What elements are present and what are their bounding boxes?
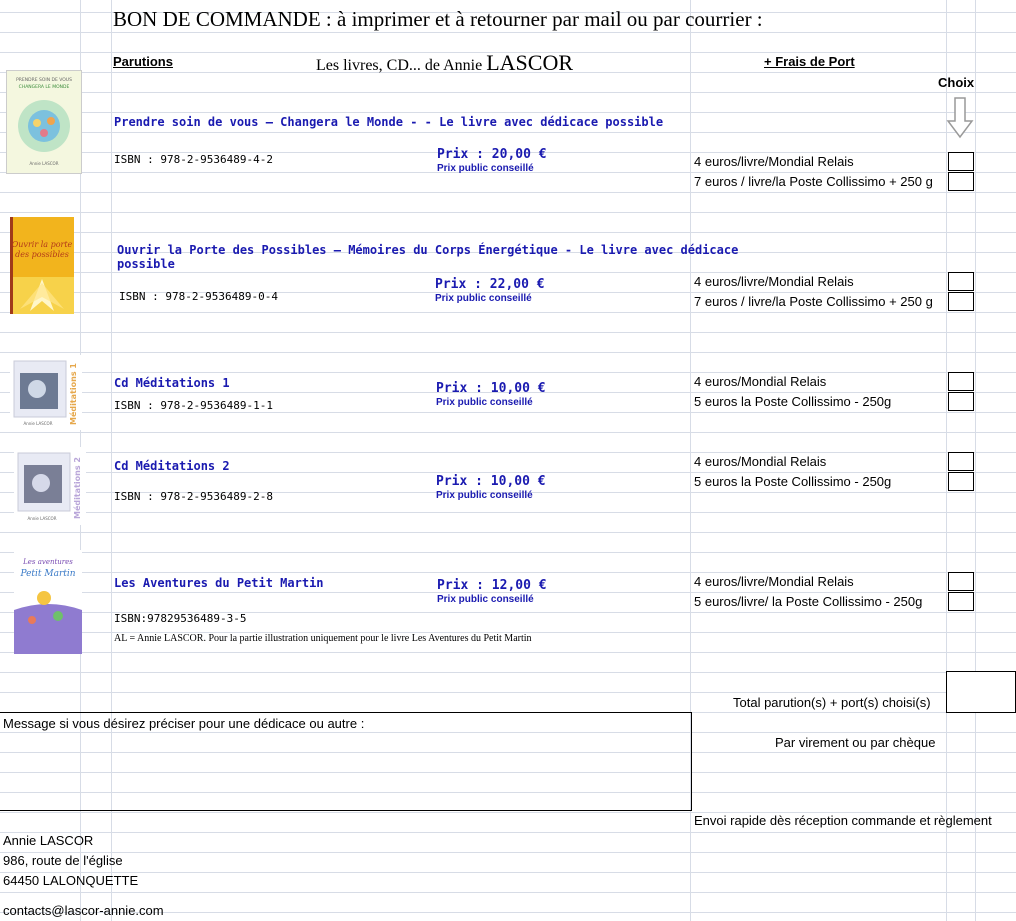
down-arrow-icon xyxy=(946,97,974,143)
product-4-shipping-relais: 4 euros/Mondial Relais xyxy=(694,454,827,469)
cd1-side-text: Méditations 1 xyxy=(69,363,78,425)
product-2-isbn: ISBN : 978-2-9536489-0-4 xyxy=(119,290,278,303)
product-1-poste-checkbox[interactable] xyxy=(948,172,974,191)
product-3-price: Prix : 10,00 € xyxy=(436,381,546,396)
address-name: Annie LASCOR xyxy=(3,833,94,848)
product-1-shipping-poste: 7 euros / livre/la Poste Collissimo + 250 g xyxy=(694,174,933,189)
product-1-relais-checkbox[interactable] xyxy=(948,152,974,171)
product-3-relais-checkbox[interactable] xyxy=(948,372,974,391)
product-2-shipping-poste: 7 euros / livre/la Poste Collissimo + 250 g xyxy=(694,294,933,309)
illustration-note: AL = Annie LASCOR. Pour la partie illustration uniquement pour le livre Les Aventures du Petit Martin xyxy=(114,633,532,644)
product-3-poste-checkbox[interactable] xyxy=(948,392,974,411)
cover-ouvrir-la-porte xyxy=(10,217,74,314)
product-1-shipping-relais: 4 euros/livre/Mondial Relais xyxy=(694,154,854,169)
cover-cd-meditations-2 xyxy=(14,447,86,525)
product-2-poste-checkbox[interactable] xyxy=(948,292,974,311)
cover-cd-meditations-1 xyxy=(10,355,82,430)
shipping-note: Envoi rapide dès réception commande et règlement xyxy=(694,813,992,828)
product-1-price-note: Prix public conseillé xyxy=(437,163,534,174)
address-street: 986, route de l'église xyxy=(3,853,123,868)
product-2-shipping-relais: 4 euros/livre/Mondial Relais xyxy=(694,274,854,289)
product-5-isbn: ISBN:97829536489-3-5 xyxy=(114,612,247,625)
product-1-title: Prendre soin de vous — Changera le Monde - - Le livre avec dédicace possible xyxy=(114,115,664,129)
cover1-line2: CHANGERA LE MONDE xyxy=(18,85,70,90)
contact-email[interactable]: contacts@lascor-annie.com xyxy=(3,903,164,918)
product-4-relais-checkbox[interactable] xyxy=(948,452,974,471)
parutions-header: Parutions xyxy=(113,54,173,69)
payment-method: Par virement ou par chèque xyxy=(775,735,936,750)
subtitle xyxy=(316,50,573,76)
product-3-title: Cd Méditations 1 xyxy=(114,376,230,390)
product-2-relais-checkbox[interactable] xyxy=(948,272,974,291)
product-5-poste-checkbox[interactable] xyxy=(948,592,974,611)
total-label: Total parution(s) + port(s) choisi(s) xyxy=(733,695,931,710)
cover1-line1: PRENDRE SOIN DE VOUS xyxy=(16,78,72,83)
cd2-author: Annie LASCOR xyxy=(27,516,57,521)
product-5-title: Les Aventures du Petit Martin xyxy=(114,576,324,590)
product-5-shipping-relais: 4 euros/livre/Mondial Relais xyxy=(694,574,854,589)
choice-header: Choix xyxy=(938,75,975,90)
product-3-price-note: Prix public conseillé xyxy=(436,397,533,408)
cover-prendre-soin xyxy=(6,70,82,174)
address-city: 64450 LALONQUETTE xyxy=(3,873,139,888)
product-4-isbn: ISBN : 978-2-9536489-2-8 xyxy=(114,490,273,503)
product-3-isbn: ISBN : 978-2-9536489-1-1 xyxy=(114,399,273,412)
product-5-relais-checkbox[interactable] xyxy=(948,572,974,591)
cover1-author: Annie LASCOR xyxy=(29,161,59,166)
product-3-shipping-poste: 5 euros la Poste Collissimo - 250g xyxy=(694,394,892,409)
product-1-price: Prix : 20,00 € xyxy=(437,147,547,162)
total-input[interactable] xyxy=(946,671,1016,713)
product-4-price-note: Prix public conseillé xyxy=(436,490,533,501)
product-4-shipping-poste: 5 euros la Poste Collissimo - 250g xyxy=(694,474,892,489)
cover2-line1: Ouvrir la porte xyxy=(11,240,73,249)
subtitle-author: LASCOR xyxy=(486,50,573,75)
product-5-price: Prix : 12,00 € xyxy=(437,578,547,593)
cd2-side-text: Méditations 2 xyxy=(73,457,82,519)
cd1-author: Annie LASCOR xyxy=(23,421,53,426)
product-1-isbn: ISBN : 978-2-9536489-4-2 xyxy=(114,153,273,166)
product-2-title-line2: possible xyxy=(117,257,175,271)
cover5-line1: Les aventures xyxy=(23,558,73,566)
product-5-shipping-poste: 5 euros/livre/ la Poste Collissimo - 250g xyxy=(694,594,923,609)
product-4-price: Prix : 10,00 € xyxy=(436,474,546,489)
product-2-title-line1: Ouvrir la Porte des Possibles — Mémoires du Corps Énergétique - Le livre avec dédicace xyxy=(117,243,739,257)
form-title: BON DE COMMANDE : à imprimer et à retourner par mail ou par courrier : xyxy=(113,7,763,31)
product-2-price: Prix : 22,00 € xyxy=(435,277,545,292)
product-3-shipping-relais: 4 euros/Mondial Relais xyxy=(694,374,827,389)
message-label: Message si vous désirez préciser pour une dédicace ou autre : xyxy=(3,716,365,731)
shipping-header: + Frais de Port xyxy=(764,54,855,69)
product-2-price-note: Prix public conseillé xyxy=(435,293,532,304)
message-box[interactable] xyxy=(0,712,692,811)
product-5-price-note: Prix public conseillé xyxy=(437,594,534,605)
cover-petit-martin xyxy=(14,550,82,654)
subtitle-prefix: Les livres, CD... de Annie xyxy=(316,57,483,74)
cover5-line2: Petit Martin xyxy=(20,569,76,579)
product-4-poste-checkbox[interactable] xyxy=(948,472,974,491)
product-4-title: Cd Méditations 2 xyxy=(114,459,230,473)
cover2-line2: des possibles xyxy=(15,250,69,259)
